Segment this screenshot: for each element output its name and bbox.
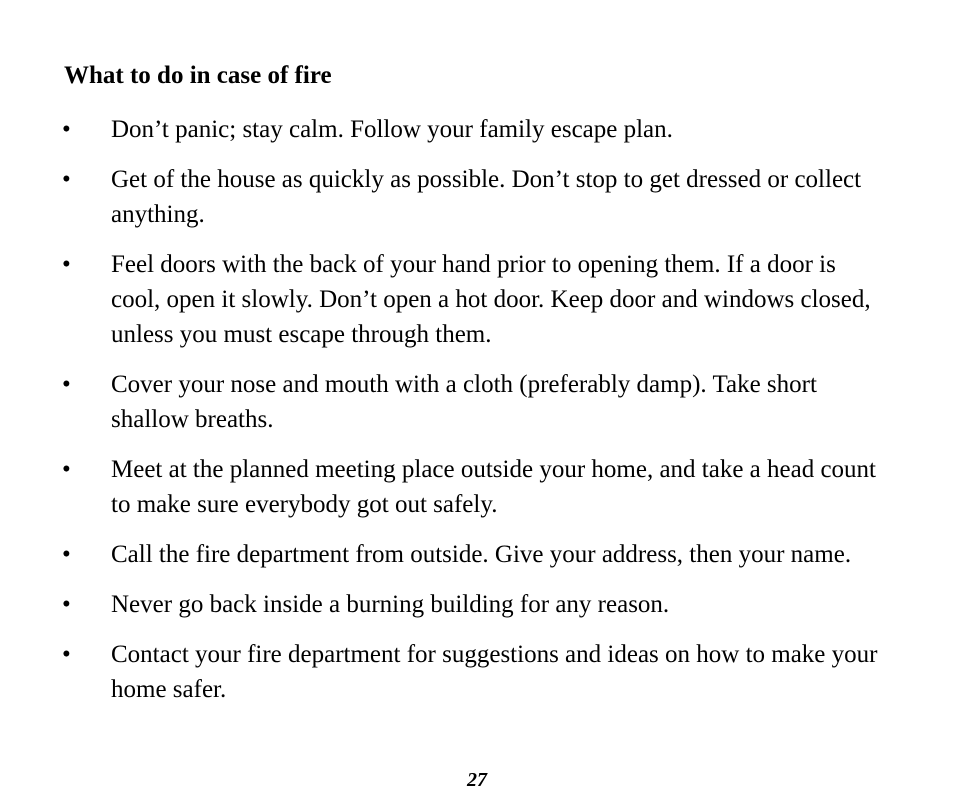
- list-item-text: Contact your fire department for suggestions and ideas on how to make your home safer.: [111, 641, 878, 703]
- list-item-text: Call the fire department from outside. Give your address, then your name.: [111, 541, 852, 568]
- list-item: [0, 162, 954, 232]
- bullet-icon: •: [62, 641, 71, 668]
- list-item-text: Meet at the planned meeting place outside your home, and take a head count to make sure everybody got out safely.: [111, 456, 877, 518]
- bullet-icon: •: [62, 541, 71, 568]
- section-heading: What to do in case of fire: [64, 62, 332, 89]
- list-item-text: Don’t panic; stay calm. Follow your family escape plan.: [111, 116, 673, 143]
- bullet-icon: •: [62, 251, 71, 278]
- bullet-icon: •: [62, 456, 71, 483]
- list-item: [0, 587, 954, 622]
- list-item: [0, 247, 954, 352]
- list-item: [0, 637, 954, 707]
- list-item-text: Never go back inside a burning building for any reason.: [111, 591, 670, 618]
- list-item: [0, 112, 954, 147]
- bullet-icon: •: [62, 166, 71, 193]
- list-item-text: Cover your nose and mouth with a cloth (preferably damp). Take short shallow breaths.: [111, 371, 817, 433]
- list-item-text: Get of the house as quickly as possible. Don’t stop to get dressed or collect anything.: [111, 166, 862, 228]
- safety-tips-list: [0, 112, 954, 722]
- bullet-icon: •: [62, 371, 71, 398]
- list-item: [0, 452, 954, 522]
- list-item: [0, 537, 954, 572]
- bullet-icon: •: [62, 591, 71, 618]
- bullet-icon: •: [62, 116, 71, 143]
- list-item-text: Feel doors with the back of your hand prior to opening them. If a door is cool, open it slowly. Don’t open a hot door. Keep door and windows closed, unless you must escape through them.: [111, 251, 871, 348]
- list-item: [0, 367, 954, 437]
- page-number: 27: [467, 769, 487, 791]
